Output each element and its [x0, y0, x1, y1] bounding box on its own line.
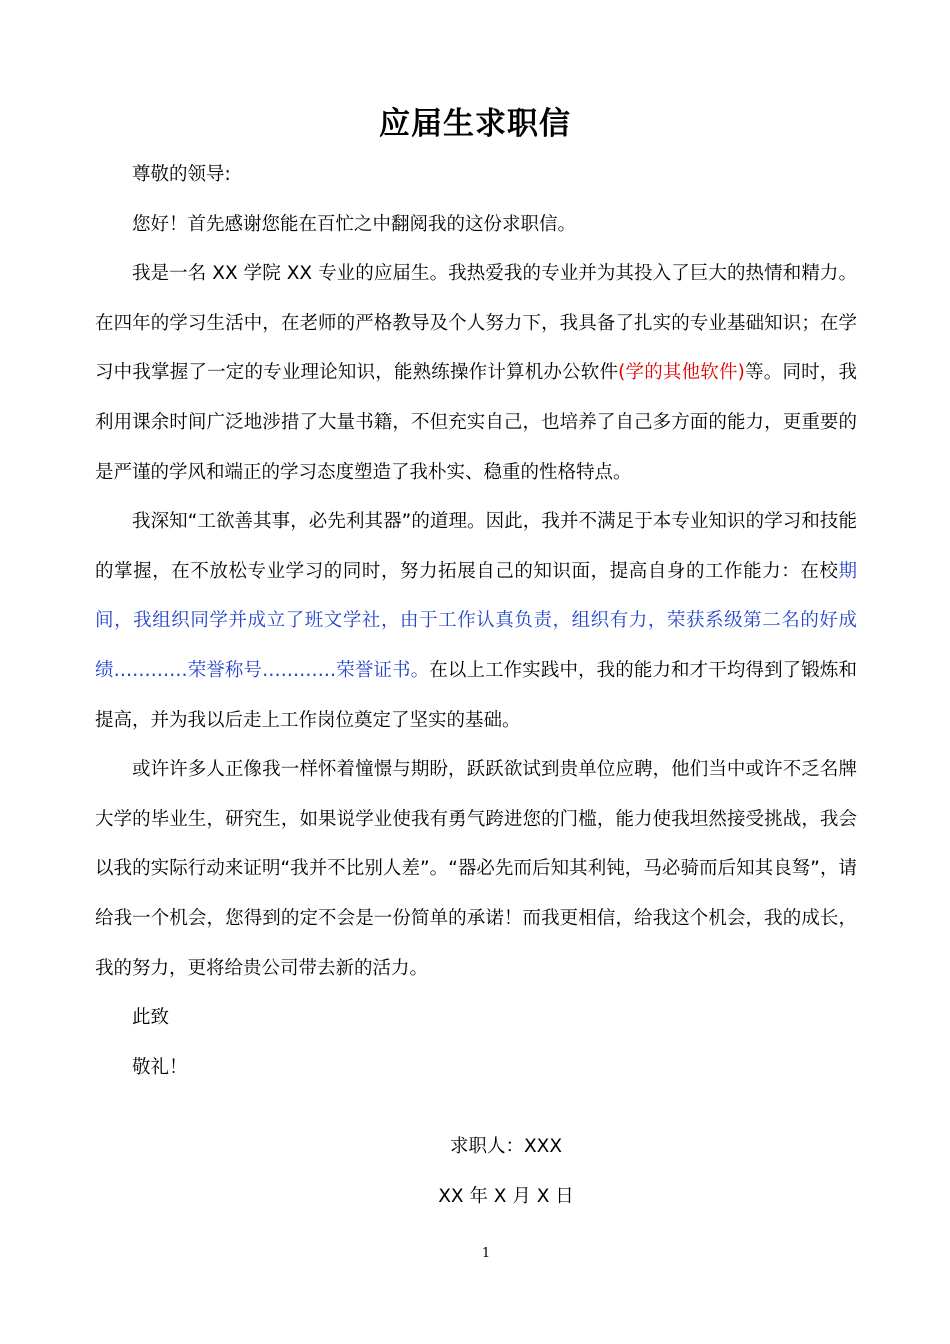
signature: 求职人：XXX	[449, 1136, 563, 1157]
paragraph-experience	[95, 497, 857, 745]
paragraph-education-text-2: 等。同时，我利用课余时间广泛地涉措了大量书籍，不但充实自己，也培养了自己多方面的能力，更重要的是严谨的学风和端正的学习态度塑造了我朴实、稳重的性格特点。	[95, 362, 857, 483]
achievement-highlight: 期间，我组织同学并成立了班文学社，由于工作认真负责，组织有力，荣获系级第二名的好成绩…………荣誉称号…………荣誉证书。	[95, 560, 857, 681]
software-placeholder-highlight: (学的其他软件)	[618, 362, 745, 384]
salutation: 尊敬的领导:	[132, 164, 231, 185]
paragraph-experience-text-1: 我深知“工欲善其事，必先利其器”的道理。因此，我并不满足于本专业知识的学习和技能的掌握，在不放松专业学习的同时，努力拓展自己的知识面，提高自身的工作能力：在校	[95, 511, 857, 582]
closing-line-1: 此致	[132, 1007, 170, 1029]
document-title: 应届生求职信	[379, 106, 571, 142]
closing-line-2: 敬礼！	[132, 1056, 188, 1078]
paragraph-education	[95, 249, 857, 497]
paragraph-experience-text-2: 在以上工作实践中，我的能力和才干均得到了锻炼和提高，并为我以后走上工作岗位奠定了坚实的基础。	[95, 659, 857, 731]
date: XX 年 X 月 X 日	[438, 1186, 574, 1207]
greeting: 您好！首先感谢您能在百忙之中翻阅我的这份求职信。	[132, 213, 577, 235]
paragraph-request: 或许许多人正像我一样怀着憧憬与期盼，跃跃欲试到贵单位应聘，他们当中或许不乏名牌大学的毕业生，研究生，如果说学业使我有勇气跨进您的门槛，能力使我坦然接受挑战，我会以我的实际行动来证明“我并不比别人差”。“器必先而后知其利钝，马必骑而后知其良驽”，请给我一个机会，您得到的定不会是一份简单的承诺！而我更相信，给我这个机会，我的成长，我的努力，更将给贵公司带去新的活力。	[95, 759, 857, 979]
letter-body	[95, 150, 857, 1092]
paragraph-education-text-1: 我是一名 XX 学院 XX 专业的应届生。我热爱我的专业并为其投入了巨大的热情和精力。在四年的学习生活中，在老师的严格教导及个人努力下，我具备了扎实的专业基础知识；在学习中我掌握了一定的专业理论知识，能熟练操作计算机办公软件	[95, 263, 857, 384]
page-number: 1	[481, 1246, 491, 1261]
